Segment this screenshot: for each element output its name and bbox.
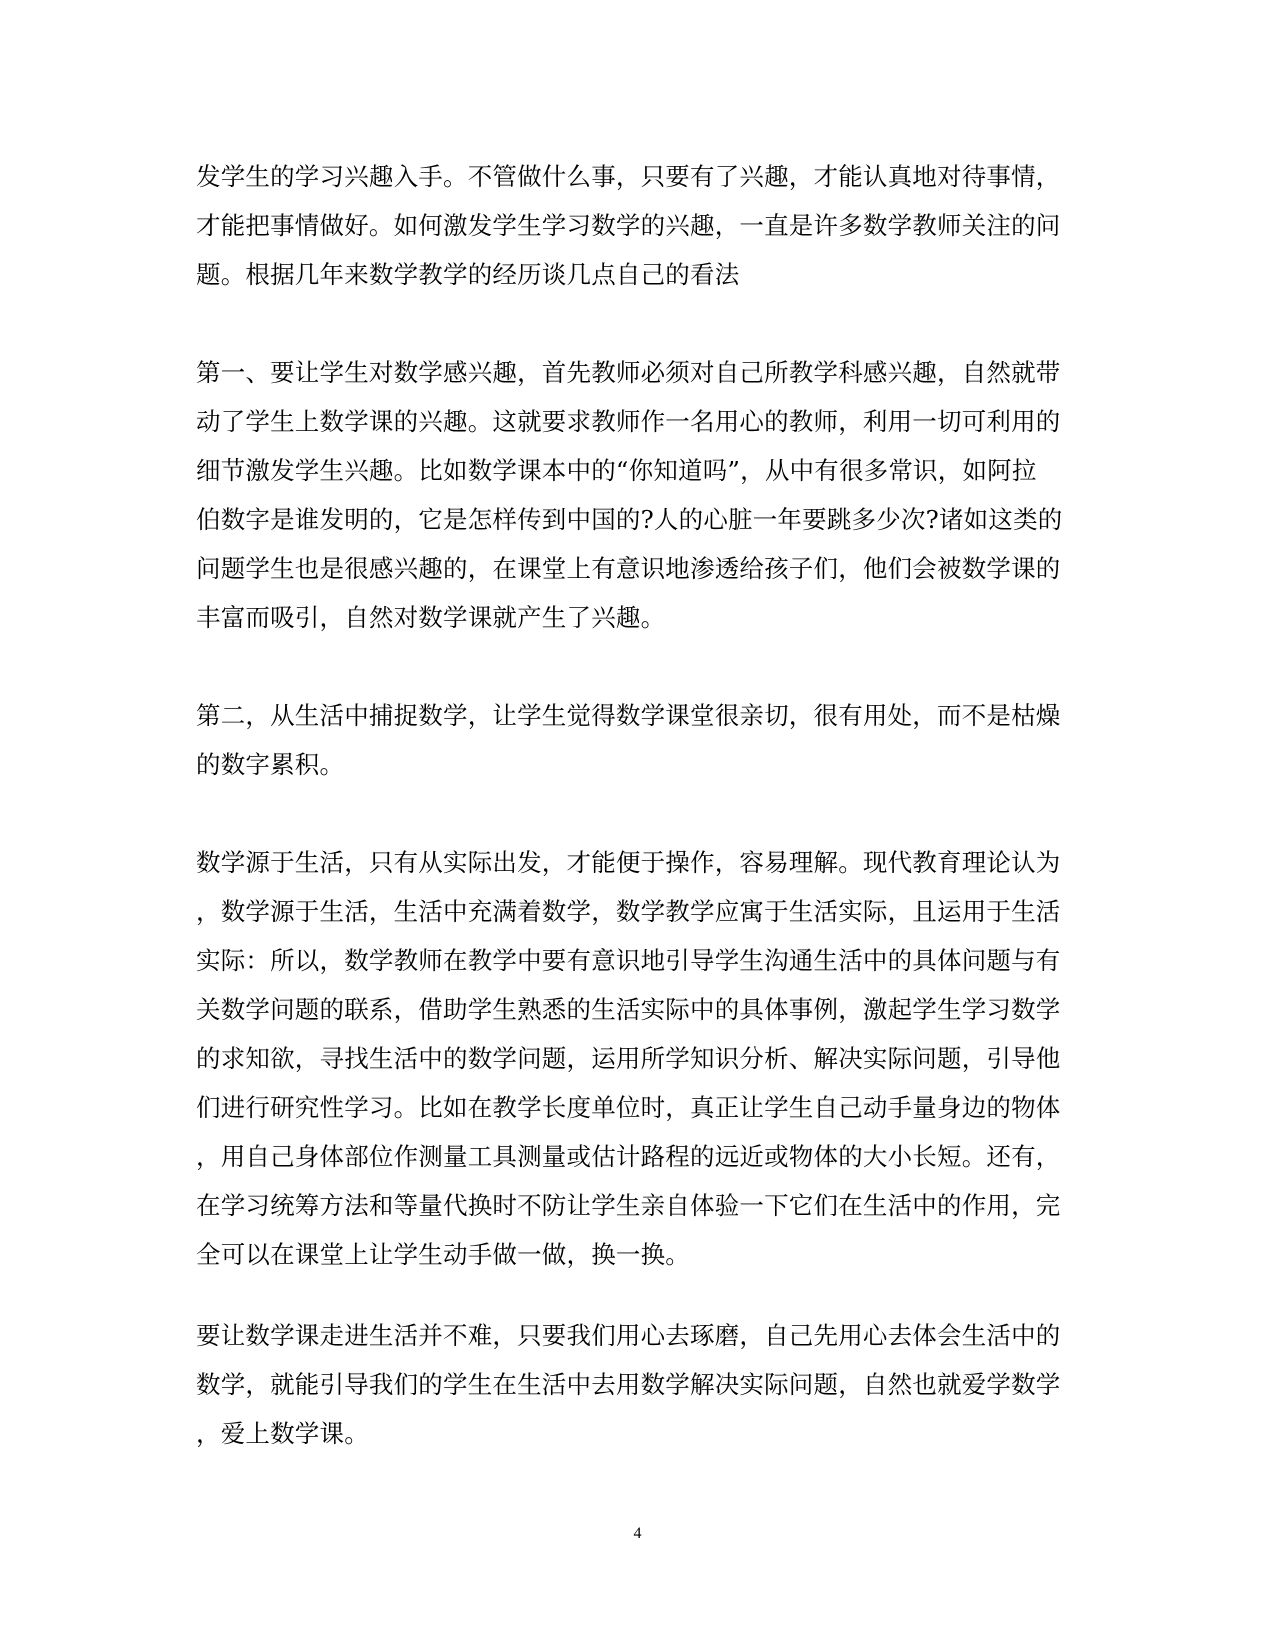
paragraph-point-one — [196, 348, 1076, 642]
paragraph-math-from-life — [196, 838, 1076, 1279]
text-line: 问题学生也是很感兴趣的，在课堂上有意识地渗透给孩子们，他们会被数学课的 — [196, 554, 1061, 583]
text-line: 丰富而吸引，自然对数学课就产生了兴趣。 — [196, 603, 666, 632]
paragraph-point-two — [196, 691, 1076, 789]
text-line: 的求知欲，寻找生活中的数学问题，运用所学知识分析、解决实际问题，引导他 — [196, 1044, 1061, 1073]
text-line: 伯数字是谁发明的，它是怎样传到中国的?人的心脏一年要跳多少次?诸如这类的 — [196, 505, 1063, 534]
text-line: 们进行研究性学习。比如在教学长度单位时，真正让学生自己动手量身边的物体 — [196, 1093, 1061, 1122]
text-line: 第一、要让学生对数学感兴趣，首先教师必须对自己所教学科感兴趣，自然就带 — [196, 358, 1061, 387]
text-line: 要让数学课走进生活并不难，只要我们用心去琢磨，自己先用心去体会生活中的 — [196, 1321, 1061, 1350]
text-line: ，数学源于生活，生活中充满着数学，数学教学应寓于生活实际，且运用于生活 — [196, 897, 1061, 926]
text-line: 实际：所以，数学教师在教学中要有意识地引导学生沟通生活中的具体问题与有 — [196, 946, 1061, 975]
text-line: 动了学生上数学课的兴趣。这就要求教师作一名用心的教师，利用一切可利用的 — [196, 407, 1061, 436]
text-line: ，爱上数学课。 — [196, 1419, 369, 1448]
text-line: 全可以在课堂上让学生动手做一做，换一换。 — [196, 1240, 690, 1269]
paragraph-interest-intro — [196, 152, 1076, 299]
text-line: 发学生的学习兴趣入手。不管做什么事，只要有了兴趣，才能认真地对待事情， — [196, 162, 1061, 191]
text-line: 题。根据几年来数学教学的经历谈几点自己的看法 — [196, 260, 740, 289]
text-line: 第二，从生活中捕捉数学，让学生觉得数学课堂很亲切，很有用处，而不是枯燥 — [196, 701, 1061, 730]
text-line: ，用自己身体部位作测量工具测量或估计路程的远近或物体的大小长短。还有， — [196, 1142, 1061, 1171]
text-line: 关数学问题的联系，借助学生熟悉的生活实际中的具体事例，激起学生学习数学 — [196, 995, 1061, 1024]
text-line: 的数字累积。 — [196, 750, 345, 779]
page-number: 4 — [633, 1525, 642, 1542]
text-line: 细节激发学生兴趣。比如数学课本中的“你知道吗”，从中有很多常识，如阿拉 — [196, 456, 1037, 485]
text-line: 在学习统筹方法和等量代换时不防让学生亲自体验一下它们在生活中的作用，完 — [196, 1191, 1061, 1220]
paragraph-conclusion — [196, 1311, 1076, 1458]
text-line: 才能把事情做好。如何激发学生学习数学的兴趣，一直是许多数学教师关注的问 — [196, 211, 1061, 240]
text-line: 数学，就能引导我们的学生在生活中去用数学解决实际问题，自然也就爱学数学 — [196, 1370, 1061, 1399]
text-line: 数学源于生活，只有从实际出发，才能便于操作，容易理解。现代教育理论认为 — [196, 848, 1061, 877]
